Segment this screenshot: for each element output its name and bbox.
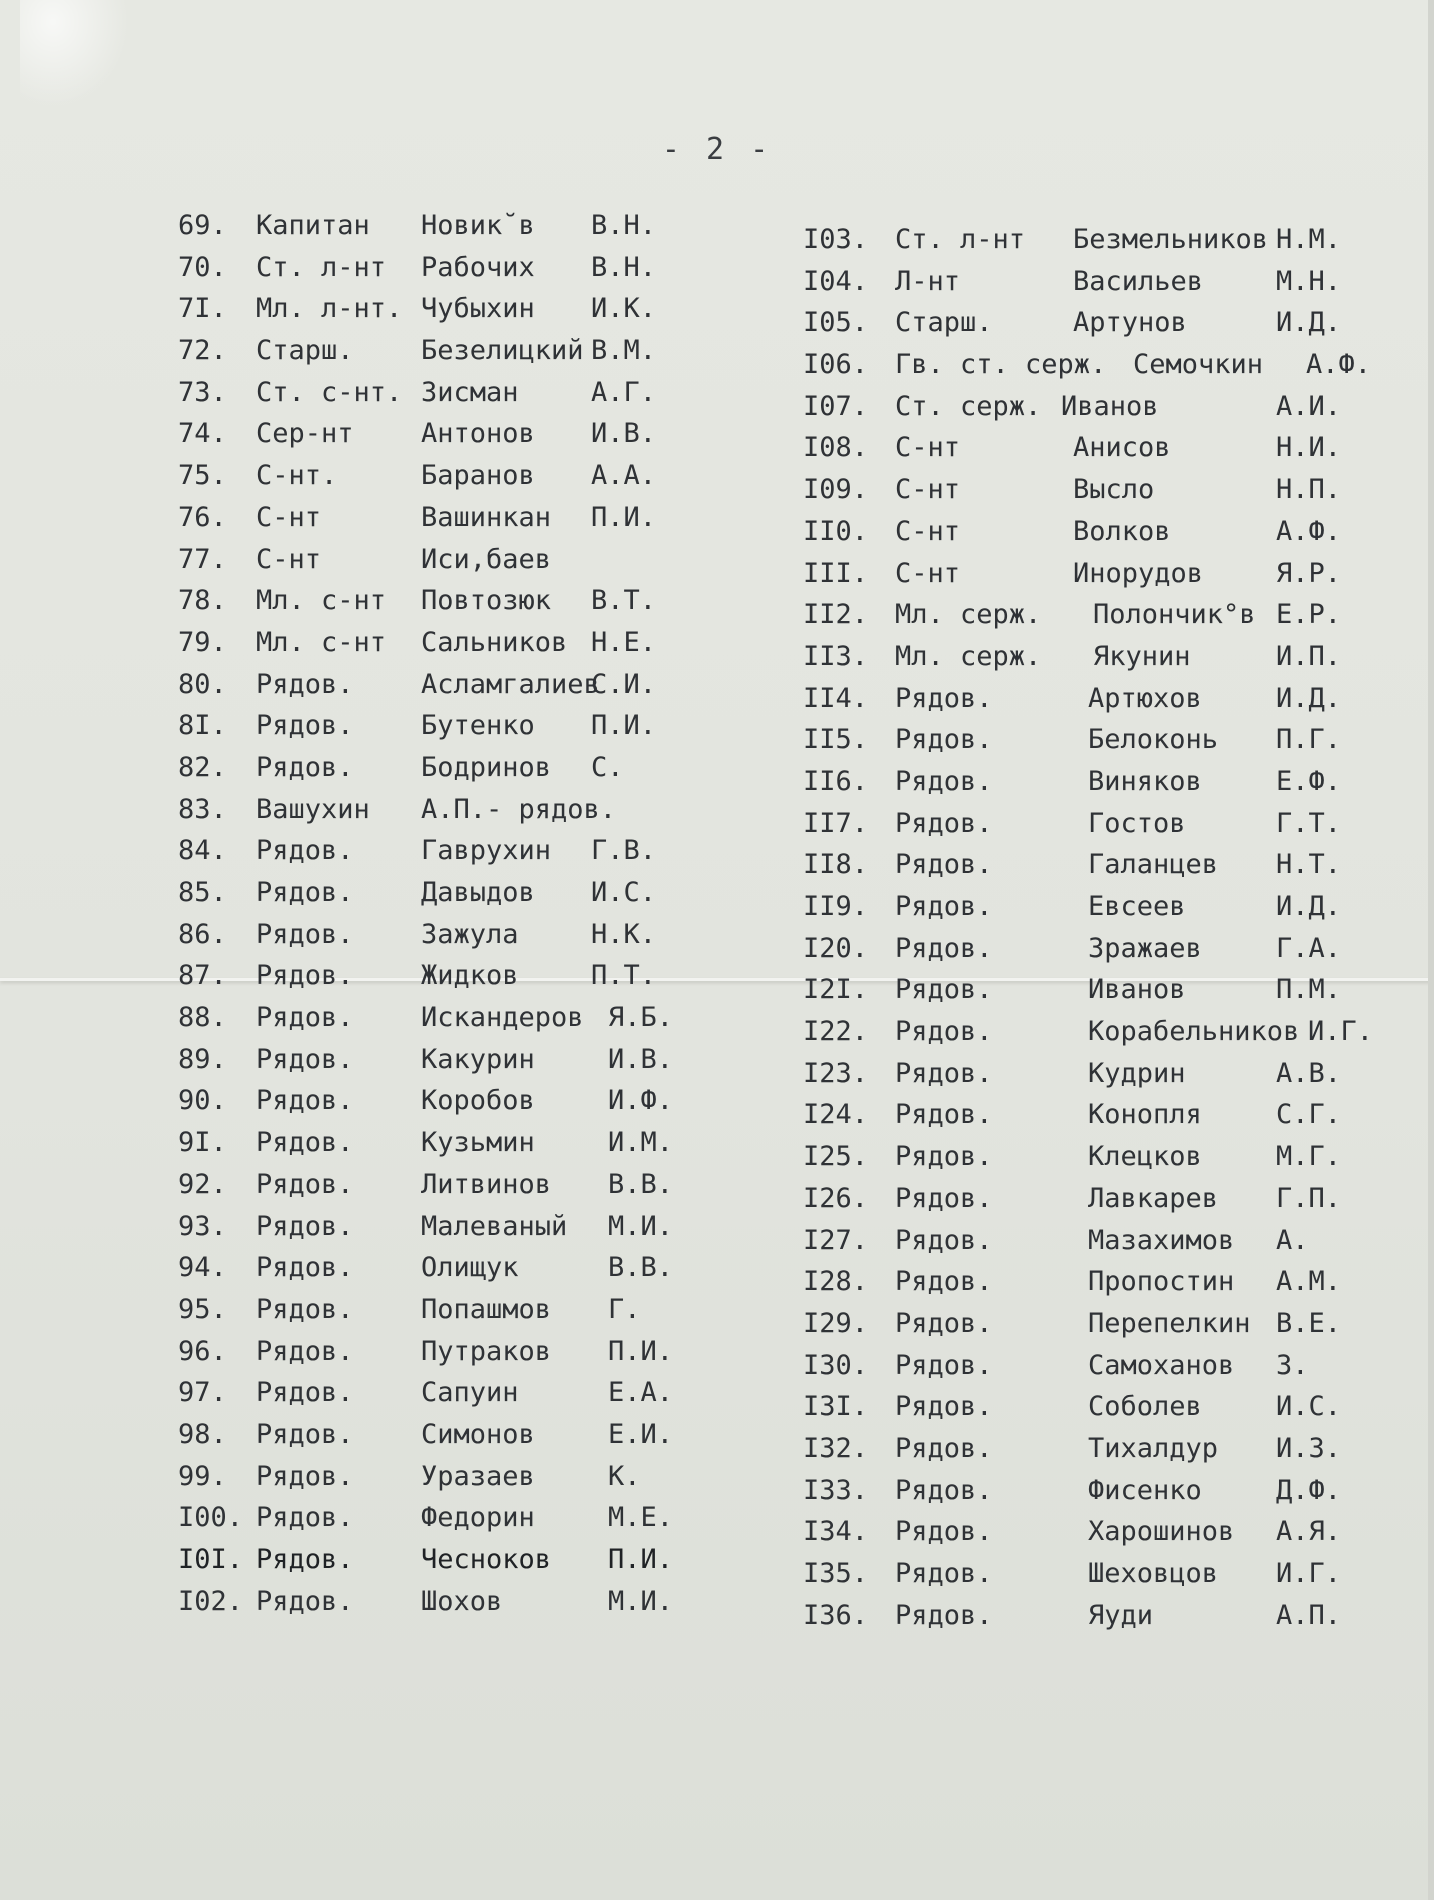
entry-initials: И.С.: [1276, 1391, 1342, 1423]
entry-initials: Н.К.: [591, 918, 657, 950]
entry-num: I3I.: [803, 1391, 869, 1423]
entry-name: Рабочих: [421, 251, 535, 283]
entry-name: Инорудов: [1073, 557, 1204, 589]
entry-num: 89.: [178, 1043, 227, 1075]
entry-name: Анисов: [1073, 432, 1171, 464]
entry-initials: И.В.: [591, 418, 657, 450]
entry-rank: Рядов.: [895, 849, 993, 881]
entry-rank: С-нт: [256, 543, 322, 575]
entry-name: Виняков: [1088, 765, 1202, 797]
entry-rank: Рядов.: [256, 1210, 354, 1242]
entry-initials: Г.А.: [1276, 932, 1342, 964]
entry-name: Евсеев: [1088, 891, 1186, 922]
entry-num: I2I.: [803, 974, 869, 1006]
entry-initials: Н.П.: [1276, 474, 1342, 506]
entry-initials: П.И.: [591, 710, 657, 742]
entry-num: 98.: [178, 1418, 227, 1450]
entry-num: I0I.: [178, 1544, 244, 1575]
entry-initials: К.: [608, 1460, 641, 1492]
entry-rank: Гв. ст. серж.: [895, 349, 1107, 381]
entry-initials: Н.Е.: [591, 626, 657, 658]
entry-name: Искандеров: [421, 1002, 584, 1034]
entry-initials: С.И.: [591, 668, 657, 700]
entry-initials: В.Н.: [591, 251, 657, 283]
entry-name: Кузьмин: [421, 1127, 535, 1159]
entry-rank: Рядов.: [256, 1335, 354, 1367]
entry-initials: М.Е.: [608, 1502, 674, 1534]
entry-rank: Рядов.: [256, 1544, 354, 1575]
entry-initials: Н.Т.: [1276, 849, 1342, 881]
entry-initials: Н.И.: [1276, 432, 1342, 464]
entry-initials: Г.П.: [1276, 1182, 1342, 1214]
entry-name: Бодринов: [421, 751, 552, 783]
entry-rank: Рядов.: [256, 877, 354, 908]
entry-rank: С-нт: [895, 432, 961, 464]
entry-rank: Мл. с-нт: [256, 626, 387, 658]
entry-rank: Л-нт: [895, 265, 961, 297]
entry-initials: С.: [591, 751, 624, 783]
entry-rank: Рядов.: [895, 807, 993, 839]
entry-name: Иванов: [1061, 390, 1159, 422]
entry-rank: Ст. л-нт: [895, 224, 1026, 255]
entry-initials: В.Е.: [1276, 1307, 1342, 1339]
entry-rank: Рядов.: [256, 835, 354, 867]
entry-rank: Капитан: [256, 210, 370, 241]
entry-name: Артунов: [1073, 307, 1187, 339]
entry-name: Вашинкан: [421, 501, 552, 533]
entry-initials: А.П.: [1276, 1599, 1342, 1631]
entry-num: I02.: [178, 1585, 244, 1617]
entry-rank: Рядов.: [256, 751, 354, 783]
entry-name: Сапуин: [421, 1377, 519, 1409]
entry-initials: И.З.: [1276, 1432, 1342, 1464]
entry-num: 77.: [178, 543, 227, 575]
entry-initials: М.Г.: [1276, 1141, 1342, 1173]
entry-num: II0.: [803, 515, 869, 547]
entry-num: 92.: [178, 1168, 227, 1200]
entry-name: Клецков: [1088, 1141, 1202, 1173]
entry-name: Бутенко: [421, 710, 535, 742]
entry-name: Артюхов: [1088, 682, 1202, 714]
entry-initials: Я.Р.: [1276, 557, 1342, 589]
entry-name: Баранов: [421, 460, 535, 492]
entry-num: 69.: [178, 210, 227, 241]
entry-name: Жидков: [421, 960, 519, 992]
entry-initials: И.М.: [608, 1127, 674, 1159]
entry-num: I08.: [803, 432, 869, 464]
entry-initials: И.Д.: [1276, 891, 1342, 922]
entry-rank: Ст. л-нт: [256, 251, 387, 283]
entry-num: 86.: [178, 918, 227, 950]
entry-rank: Рядов.: [256, 1377, 354, 1409]
entry-name: Белоконь: [1088, 724, 1219, 756]
entry-rank: С-нт: [256, 501, 322, 533]
entry-num: I22.: [803, 1016, 869, 1048]
entry-num: III.: [803, 557, 869, 589]
entry-num: 70.: [178, 251, 227, 283]
entry-name: Яуди: [1088, 1599, 1154, 1631]
entry-rank: Ст. серж.: [895, 390, 1042, 422]
entry-name: Повтозюк: [421, 585, 552, 617]
entry-name: Зисман: [421, 376, 519, 408]
entry-initials: П.Т.: [591, 960, 657, 992]
entry-num: II4.: [803, 682, 869, 714]
entry-name: Безелицкий: [421, 335, 584, 367]
entry-name: Пропостин: [1088, 1266, 1235, 1298]
entry-initials: И.Г.: [1276, 1558, 1342, 1589]
entry-rank: Рядов.: [895, 1224, 993, 1256]
entry-num: I26.: [803, 1182, 869, 1214]
entry-rank: Рядов.: [256, 1085, 354, 1117]
entry-num: II2.: [803, 599, 869, 631]
entry-num: I32.: [803, 1432, 869, 1464]
entry-rank: С-нт: [895, 515, 961, 547]
entry-initials: А.И.: [1276, 390, 1342, 422]
entry-num: I09.: [803, 474, 869, 506]
entry-initials: Г.Т.: [1276, 807, 1342, 839]
entry-initials: Г.В.: [591, 835, 657, 867]
entry-num: I33.: [803, 1474, 869, 1506]
entry-num: II8.: [803, 849, 869, 881]
entry-num: 84.: [178, 835, 227, 867]
entry-rank: Рядов.: [256, 1293, 354, 1325]
entry-rank: Рядов.: [895, 1349, 993, 1381]
entry-initials: Е.Ф.: [1276, 765, 1342, 797]
entry-num: 96.: [178, 1335, 227, 1367]
entry-rank: Рядов.: [895, 1057, 993, 1089]
entry-name: Корабельников: [1088, 1016, 1300, 1048]
entry-rank: Мл. серж.: [895, 599, 1042, 631]
entry-initials: Е.Р.: [1276, 599, 1342, 631]
entry-initials: А.Ф.: [1276, 515, 1342, 547]
entry-initials: Н.М.: [1276, 224, 1342, 255]
entry-num: 88.: [178, 1002, 227, 1034]
entry-name: Конопля: [1088, 1099, 1202, 1131]
entry-name: Харошинов: [1088, 1516, 1235, 1548]
entry-num: 83.: [178, 793, 227, 825]
entry-rank: Рядов.: [895, 1516, 993, 1548]
entry-initials: И.С.: [591, 877, 657, 908]
entry-num: I05.: [803, 307, 869, 339]
entry-rank: Рядов.: [256, 1502, 354, 1534]
entry-num: 72.: [178, 335, 227, 367]
entry-name: Самоханов: [1088, 1349, 1235, 1381]
entry-rank: С-нт: [895, 474, 961, 506]
entry-initials: П.Г.: [1276, 724, 1342, 756]
entry-rank: Рядов.: [895, 1432, 993, 1464]
entry-num: 79.: [178, 626, 227, 658]
entry-initials: И.В.: [608, 1043, 674, 1075]
entry-name: Полончик°в: [1093, 599, 1256, 631]
entry-num: 7I.: [178, 293, 227, 325]
entry-num: II3.: [803, 640, 869, 672]
entry-num: 9I.: [178, 1127, 227, 1159]
entry-rank: Рядов.: [895, 891, 993, 922]
entry-num: 94.: [178, 1252, 227, 1284]
entry-name: Зражаев: [1088, 932, 1202, 964]
entry-rank: Рядов.: [256, 1460, 354, 1492]
entry-name: Якунин: [1093, 640, 1191, 672]
entry-name: Тихалдур: [1088, 1432, 1219, 1464]
entry-num: I03.: [803, 224, 869, 255]
entry-rank: Рядов.: [895, 1558, 993, 1589]
entry-name: Давыдов: [421, 877, 535, 908]
entry-name: Чесноков: [421, 1544, 552, 1575]
entry-num: II9.: [803, 891, 869, 922]
entry-rank: Рядов.: [895, 765, 993, 797]
entry-rank: Рядов.: [895, 974, 993, 1006]
entry-rank: Рядов.: [895, 1474, 993, 1506]
entry-name: Иванов: [1088, 974, 1186, 1006]
entry-initials: В.В.: [608, 1252, 674, 1284]
entry-rank: Рядов.: [256, 918, 354, 950]
entry-name: Галанцев: [1088, 849, 1219, 881]
entry-num: 78.: [178, 585, 227, 617]
entry-initials: Е.А.: [608, 1377, 674, 1409]
entry-initials: М.И.: [608, 1585, 674, 1617]
entry-num: I36.: [803, 1599, 869, 1631]
entry-initials: А.: [1276, 1224, 1309, 1256]
entry-initials: В.М.: [591, 335, 657, 367]
entry-initials: П.И.: [591, 501, 657, 533]
entry-name: Соболев: [1088, 1391, 1202, 1423]
entry-rank: Мл. серж.: [895, 640, 1042, 672]
entry-rank: Рядов.: [895, 1016, 993, 1048]
entry-num: I25.: [803, 1141, 869, 1173]
entry-initials: И.Д.: [1276, 682, 1342, 714]
entry-rank: Рядов.: [895, 932, 993, 964]
entry-initials: П.М.: [1276, 974, 1342, 1006]
entry-num: I29.: [803, 1307, 869, 1339]
entry-name: Семочкин: [1133, 349, 1264, 381]
entry-num: 95.: [178, 1293, 227, 1325]
entry-rank: Старш.: [256, 335, 354, 367]
entry-name: Шохов: [421, 1585, 503, 1617]
entry-name: Фисенко: [1088, 1474, 1202, 1506]
entry-num: I35.: [803, 1558, 869, 1589]
entry-rank: Рядов.: [895, 682, 993, 714]
entry-rank: Вашухин: [256, 793, 370, 825]
entry-name: Путраков: [421, 1335, 552, 1367]
entry-num: 76.: [178, 501, 227, 533]
entry-name: Коробов: [421, 1085, 535, 1117]
entry-initials: И.Ф.: [608, 1085, 674, 1117]
entry-num: I07.: [803, 390, 869, 422]
entry-rank: Рядов.: [895, 724, 993, 756]
page-number: - 2 -: [661, 132, 773, 167]
entry-rank: Рядов.: [895, 1599, 993, 1631]
entry-name: Олищук: [421, 1252, 519, 1284]
entry-initials: А.Я.: [1276, 1516, 1342, 1548]
entry-num: I28.: [803, 1266, 869, 1298]
entry-initials: М.И.: [608, 1210, 674, 1242]
entry-rank: Ст. с-нт.: [256, 376, 403, 408]
entry-num: 87.: [178, 960, 227, 992]
entry-rank: Рядов.: [256, 1127, 354, 1159]
entry-name: Иси,баев: [421, 543, 552, 575]
entry-rank: Рядов.: [895, 1391, 993, 1423]
entry-rank: Рядов.: [895, 1182, 993, 1214]
entry-name: Зажула: [421, 918, 519, 950]
entry-rank: Рядов.: [256, 668, 354, 700]
entry-name: Лавкарев: [1088, 1182, 1219, 1214]
entry-rank: Рядов.: [256, 1252, 354, 1284]
entry-rank: Рядов.: [256, 1418, 354, 1450]
entry-rank: Рядов.: [256, 1002, 354, 1034]
entry-name: Какурин: [421, 1043, 535, 1075]
entry-num: 97.: [178, 1377, 227, 1409]
entry-rank: Рядов.: [256, 710, 354, 742]
entry-name: Перепелкин: [1088, 1307, 1251, 1339]
entry-name: Уразаев: [421, 1460, 535, 1492]
paper-right-edge: [1428, 0, 1434, 1900]
entry-initials: А.А.: [591, 460, 657, 492]
entry-name: Чубыхин: [421, 293, 535, 325]
entry-num: I20.: [803, 932, 869, 964]
entry-rank: Рядов.: [256, 1043, 354, 1075]
entry-initials: В.Т.: [591, 585, 657, 617]
entry-initials: А.М.: [1276, 1266, 1342, 1298]
entry-initials: С.Г.: [1276, 1099, 1342, 1131]
entry-name: Литвинов: [421, 1168, 552, 1200]
entry-num: I06.: [803, 349, 869, 381]
entry-initials: М.Н.: [1276, 265, 1342, 297]
entry-num: II5.: [803, 724, 869, 756]
entry-name: Антонов: [421, 418, 535, 450]
entry-num: I00.: [178, 1502, 244, 1534]
entry-rank: Рядов.: [256, 1585, 354, 1617]
paper-corner-crease: [20, 0, 130, 110]
entry-num: II7.: [803, 807, 869, 839]
entry-name: Безмельников: [1073, 224, 1269, 255]
entry-rank: Рядов.: [895, 1307, 993, 1339]
entry-initials: П.И.: [608, 1335, 674, 1367]
entry-name: Шеховцов: [1088, 1558, 1219, 1589]
entry-num: I04.: [803, 265, 869, 297]
entry-name: Гостов: [1088, 807, 1186, 839]
entry-initials: З.: [1276, 1349, 1309, 1381]
entry-initials: А.Ф.: [1306, 349, 1372, 381]
entry-num: 90.: [178, 1085, 227, 1117]
entry-initials: Е.И.: [608, 1418, 674, 1450]
entry-num: 8I.: [178, 710, 227, 742]
entry-num: 93.: [178, 1210, 227, 1242]
entry-num: 73.: [178, 376, 227, 408]
entry-rank: С-нт: [895, 557, 961, 589]
entry-initials: Д.Ф.: [1276, 1474, 1342, 1506]
entry-initials: Я.Б.: [608, 1002, 674, 1034]
entry-rank: Рядов.: [256, 1168, 354, 1200]
entry-num: I23.: [803, 1057, 869, 1089]
entry-num: 80.: [178, 668, 227, 700]
entry-num: I27.: [803, 1224, 869, 1256]
entry-name: Волков: [1073, 515, 1171, 547]
entry-num: 75.: [178, 460, 227, 492]
entry-name: Симонов: [421, 1418, 535, 1450]
entry-initials: А.В.: [1276, 1057, 1342, 1089]
entry-initials: В.Н.: [591, 210, 657, 241]
entry-name: Васильев: [1073, 265, 1204, 297]
entry-num: 74.: [178, 418, 227, 450]
entry-name: Попашмов: [421, 1293, 552, 1325]
entry-num: 99.: [178, 1460, 227, 1492]
entry-name: Кудрин: [1088, 1057, 1186, 1089]
entry-name: Малеваный: [421, 1210, 568, 1242]
entry-rank: Рядов.: [895, 1099, 993, 1131]
entry-initials: И.Г.: [1308, 1016, 1374, 1048]
entry-num: I30.: [803, 1349, 869, 1381]
entry-rank: Мл. с-нт: [256, 585, 387, 617]
entry-num: I24.: [803, 1099, 869, 1131]
entry-initials: И.Д.: [1276, 307, 1342, 339]
entry-name: Сальников: [421, 626, 568, 658]
entry-name: Асламгалиев: [421, 668, 600, 700]
entry-rank: Рядов.: [895, 1141, 993, 1173]
entry-rank: Старш.: [895, 307, 993, 339]
entry-rank: Сер-нт: [256, 418, 354, 450]
entry-rank: Мл. л-нт.: [256, 293, 403, 325]
entry-num: II6.: [803, 765, 869, 797]
entry-rank: Рядов.: [256, 960, 354, 992]
entry-rank: С-нт.: [256, 460, 338, 492]
entry-num: 82.: [178, 751, 227, 783]
entry-name: А.П.- рядов.: [421, 793, 617, 825]
entry-initials: А.Г.: [591, 376, 657, 408]
entry-name: Новик˘в: [421, 210, 535, 241]
entry-num: I34.: [803, 1516, 869, 1548]
entry-initials: И.К.: [591, 293, 657, 325]
entry-name: Высло: [1073, 474, 1155, 506]
entry-initials: Г.: [608, 1293, 641, 1325]
entry-initials: И.П.: [1276, 640, 1342, 672]
entry-initials: В.В.: [608, 1168, 674, 1200]
entry-name: Федорин: [421, 1502, 535, 1534]
entry-num: 85.: [178, 877, 227, 908]
entry-name: Мазахимов: [1088, 1224, 1235, 1256]
entry-initials: П.И.: [608, 1544, 674, 1575]
entry-rank: Рядов.: [895, 1266, 993, 1298]
entry-name: Гаврухин: [421, 835, 552, 867]
